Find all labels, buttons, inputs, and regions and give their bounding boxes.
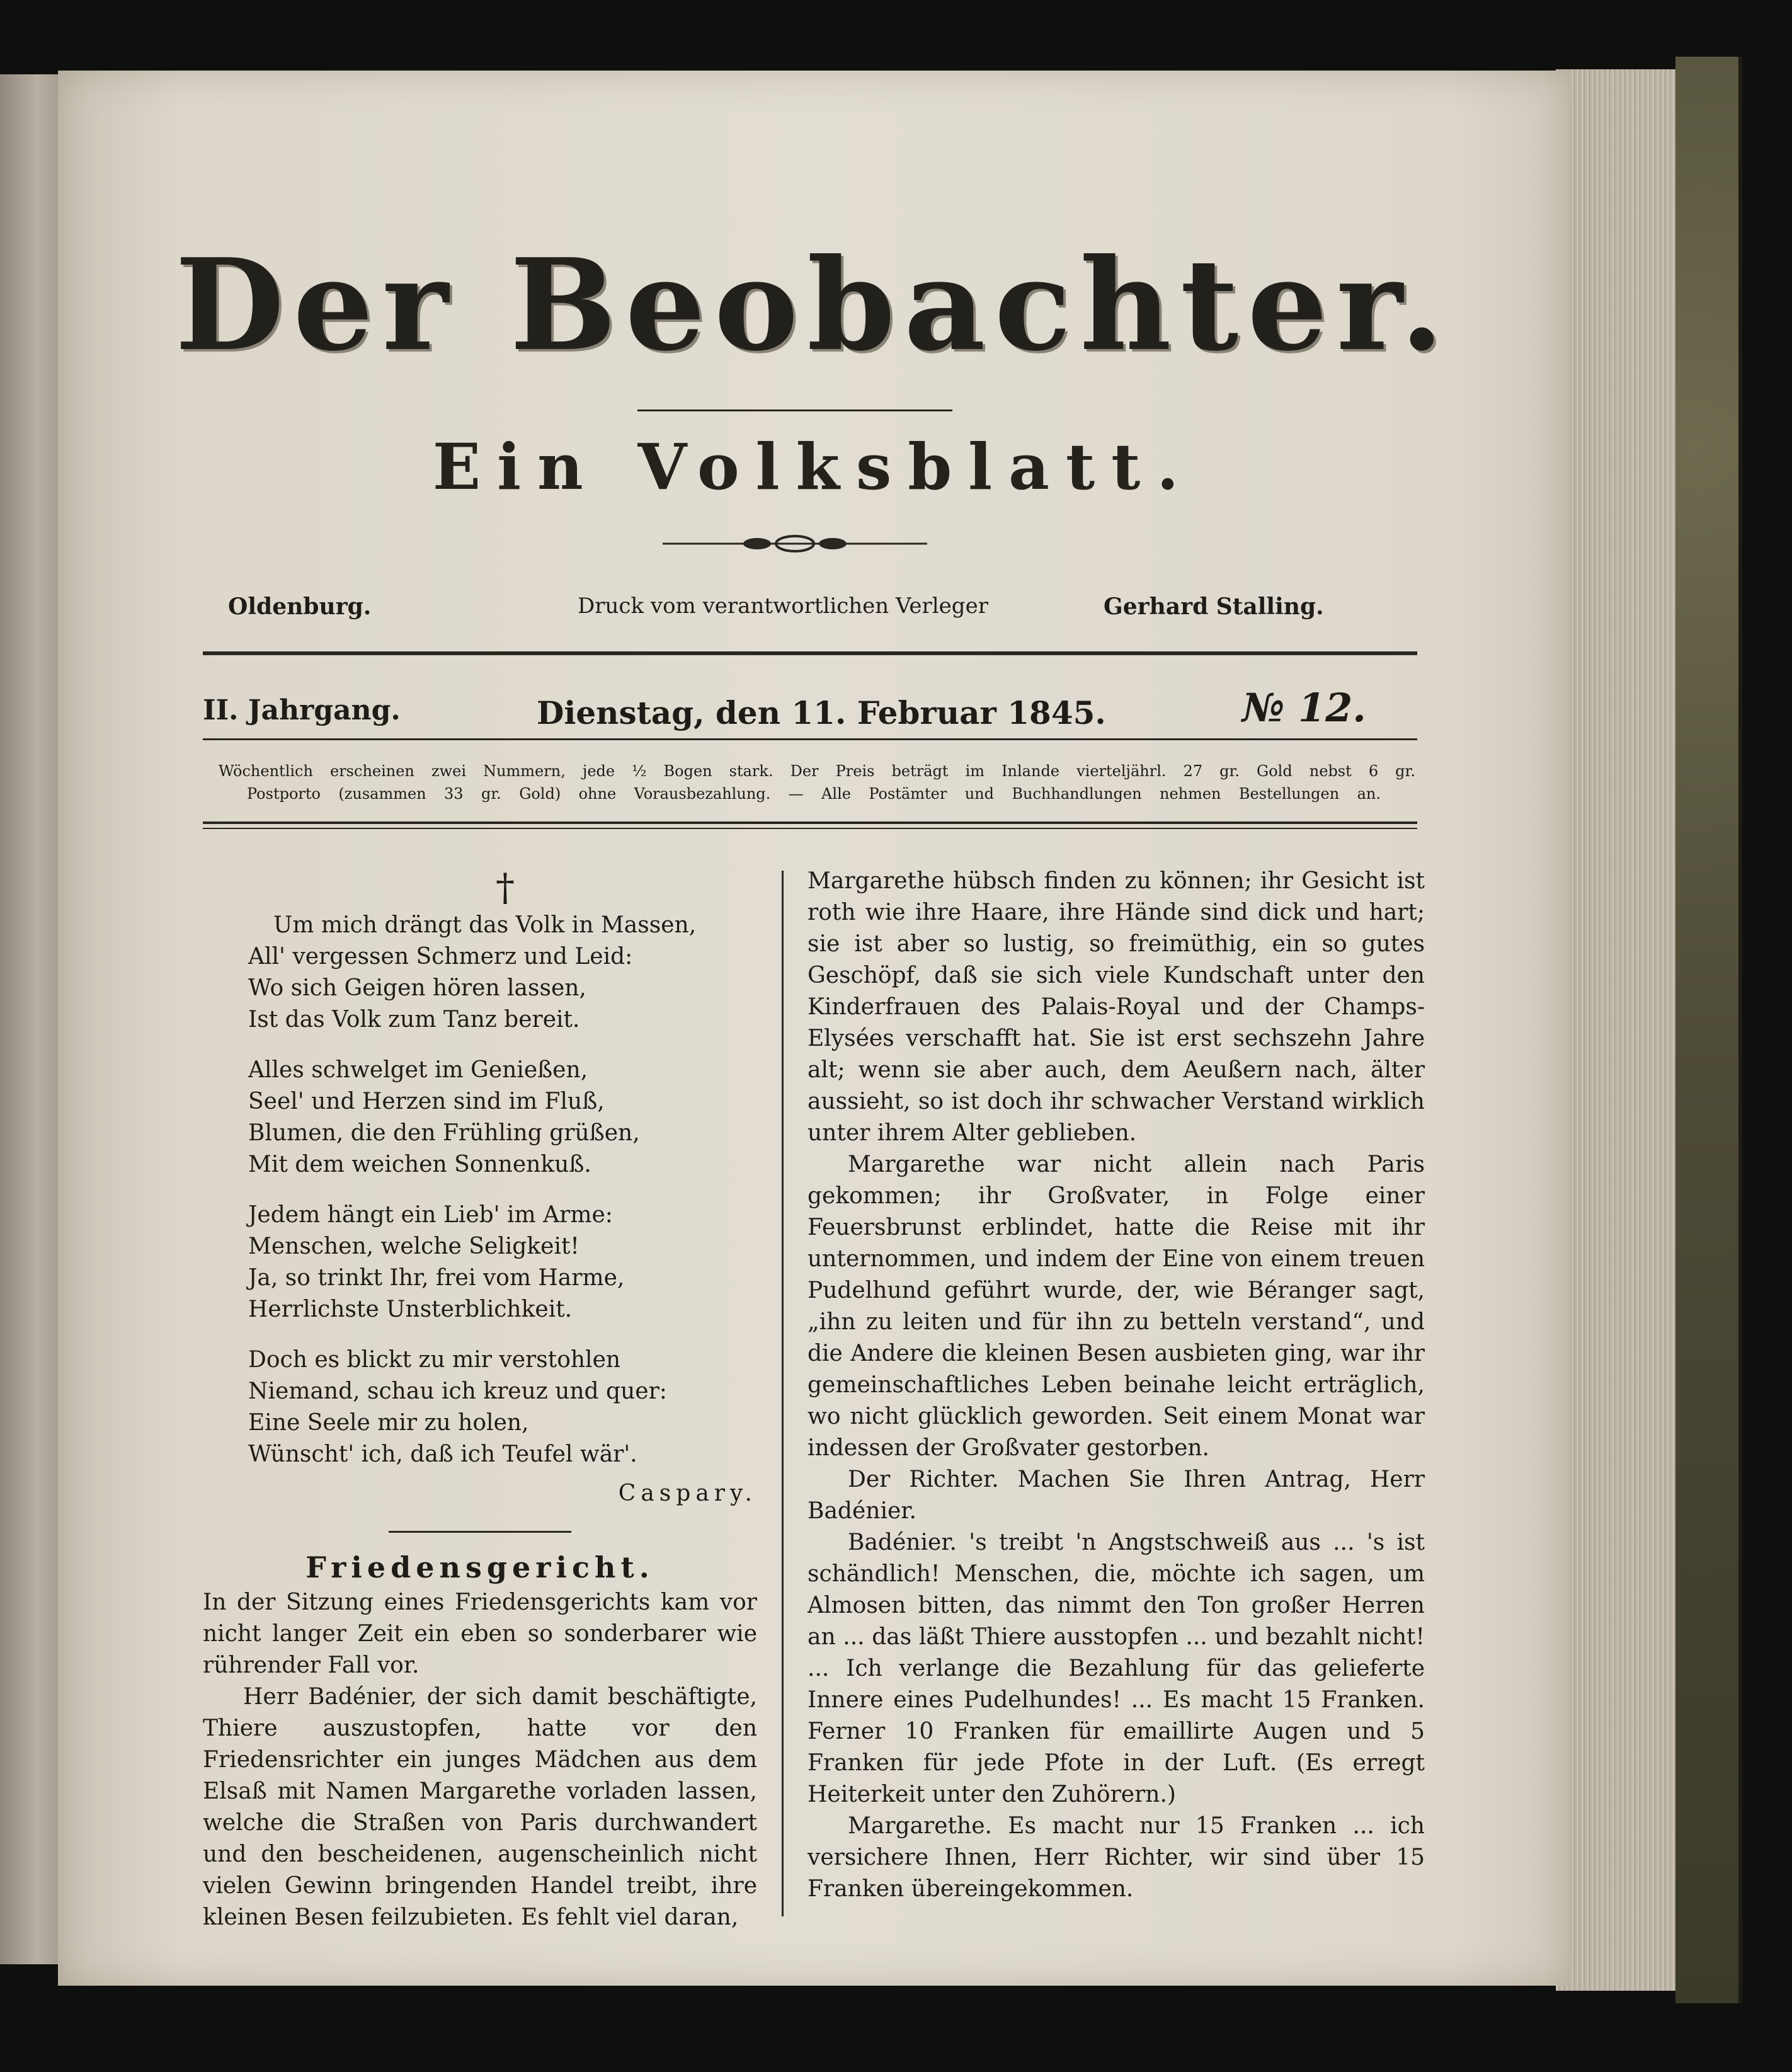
- poem-stanza: [248, 1199, 757, 1325]
- poem-line: Ja, so trinkt Ihr, frei vom Harme,: [248, 1265, 625, 1291]
- poem-line: Blumen, die den Frühling grüßen,: [248, 1120, 640, 1146]
- place-label: Oldenburg.: [228, 593, 372, 620]
- newspaper-title: Der Beobachter.: [174, 231, 1453, 379]
- article-heading: Friedensgericht.: [305, 1550, 654, 1584]
- cross-symbol: †: [496, 866, 515, 910]
- subscription-rule-2: [203, 828, 1417, 829]
- poem-line: Alles schwelget im Genießen,: [248, 1057, 588, 1083]
- newspaper-page: [58, 71, 1570, 1986]
- poem-line: Ist das Volk zum Tanz bereit.: [248, 1007, 580, 1033]
- poem: [248, 910, 757, 1470]
- page-stack-edge: [1556, 69, 1688, 1991]
- poem-line: Menschen, welche Seligkeit!: [248, 1233, 579, 1259]
- subscription-line-2: Postporto (zusammen 33 gr. Gold) ohne Vorausbezahlung. — Alle Postämter und Buchhandlungen nehmen Bestellungen an.: [247, 785, 1381, 803]
- poem-line: All' vergessen Schmerz und Leid:: [248, 944, 633, 970]
- section-divider: [389, 1531, 571, 1533]
- poem-line: Wo sich Geigen hören lassen,: [248, 975, 586, 1001]
- article-paragraph: Margarethe. Es macht nur 15 Franken ... ich versichere Ihnen, Herr Richter, wir sind über 15 Franken übereingekommen.: [808, 1813, 1425, 1902]
- printer-note: Druck vom verantwortlichen Verleger: [578, 593, 988, 619]
- poem-stanza: [248, 910, 757, 1036]
- title-rule: [637, 409, 952, 411]
- issue-date: Dienstag, den 11. Februar 1845.: [537, 694, 1106, 731]
- poem-line: Jedem hängt ein Lieb' im Arme:: [248, 1202, 613, 1228]
- publisher-name: Gerhard Stalling.: [1104, 593, 1324, 620]
- issue-number: № 12.: [1242, 685, 1366, 731]
- poem-line: Doch es blickt zu mir verstohlen: [248, 1347, 621, 1373]
- poem-line: Niemand, schau ich kreuz und quer:: [248, 1378, 667, 1404]
- poem-author: Caspary.: [618, 1480, 757, 1506]
- left-column: [203, 866, 757, 1933]
- volume-label: II. Jahrgang.: [203, 694, 401, 726]
- poem-line: Wünscht' ich, daß ich Teufel wär'.: [248, 1441, 637, 1467]
- poem-line: Eine Seele mir zu holen,: [248, 1410, 529, 1436]
- article-paragraph: Der Richter. Machen Sie Ihren Antrag, Herr Badénier.: [808, 1467, 1425, 1524]
- subscription-line-1: Wöchentlich erscheinen zwei Nummern, jede ½ Bogen stark. Der Preis beträgt im Inlande vierteljährl. 27 gr. Gold nebst 6 gr.: [219, 762, 1415, 780]
- article-paragraph: Badénier. 's treibt 'n Angstschweiß aus ... 's ist schändlich! Menschen, die, möchte ich sagen, um Almosen bitten, das nimmt den Ton großer Herren an ... das läßt Thiere ausstopfen ... und bezahlt nicht! ... Ich verlange die Bezahlung für das gelieferte Innere eines Pudelhundes! ... Es macht 15 Franken. Ferner 10 Franken für emaillirte Augen und 5 Franken für jede Pfote in der Luft. (Es erregt Heiterkeit unter den Zuhörern.): [808, 1530, 1425, 1807]
- dateline-top-rule: [203, 651, 1417, 655]
- article-paragraph: Margarethe war nicht allein nach Paris gekommen; ihr Großvater, in Folge einer Feuersbrunst erblindet, hatte die Reise mit ihr unternommen, und indem der Eine von einem treuen Pudelhund geführt wurde, der, wie Béranger sagt, „ihn zu leiten und für ihn zu betteln verstand“, und die Andere die kleinen Besen ausbieten ging, war ihr gemeinschaftliches Leben beinahe leicht erträglich, wo nicht glücklich geworden. Seit einem Monat war indessen der Großvater gestorben.: [808, 1152, 1425, 1461]
- article-paragraph: In der Sitzung eines Friedensgerichts kam vor nicht langer Zeit ein eben so sonderbarer wie rührender Fall vor.: [203, 1589, 757, 1678]
- book-cover: [1675, 57, 1742, 2003]
- right-column: [808, 866, 1425, 1905]
- poem-line: Herrlichste Unsterblichkeit.: [248, 1296, 573, 1322]
- article-paragraph: Margarethe hübsch finden zu können; ihr Gesicht ist roth wie ihre Haare, ihre Hände sind dick und hart; sie ist aber so lustig, so freimüthig, ein so gutes Geschöpf, daß sie sich viele Kundschaft unter den Kinderfrauen des Palais-Royal und der Champs-Elysées verschafft hat. Sie ist erst sechszehn Jahre alt; wenn sie aber auch, dem Aeußern nach, älter aussieht, so ist doch ihr schwacher Verstand wirklich unter ihrem Alter geblieben.: [808, 868, 1425, 1146]
- poem-stanza: [248, 1344, 757, 1470]
- dateline-bottom-rule: [203, 738, 1417, 740]
- article-paragraph: Herr Badénier, der sich damit beschäftigte, Thiere auszustopfen, hatte vor den Friedensrichter ein junges Mädchen aus dem Elsaß mit Namen Margarethe vorladen lassen, welche die Straßen von Paris durchwandert und den bescheidenen, augenscheinlich nicht vielen Gewinn bringenden Handel treibt, ihre kleinen Besen feilzubieten. Es fehlt viel daran,: [203, 1684, 757, 1930]
- newspaper-subtitle: Ein Volksblatt.: [432, 430, 1196, 504]
- subscription-rule-1: [203, 821, 1417, 824]
- left-page-edge: [0, 74, 62, 1964]
- ornament-divider: [663, 534, 927, 553]
- poem-stanza: [248, 1055, 757, 1181]
- poem-line: Seel' und Herzen sind im Fluß,: [248, 1089, 605, 1114]
- column-divider: [782, 871, 784, 1916]
- poem-line: Um mich drängt das Volk in Massen,: [273, 912, 697, 938]
- poem-line: Mit dem weichen Sonnenkuß.: [248, 1152, 591, 1177]
